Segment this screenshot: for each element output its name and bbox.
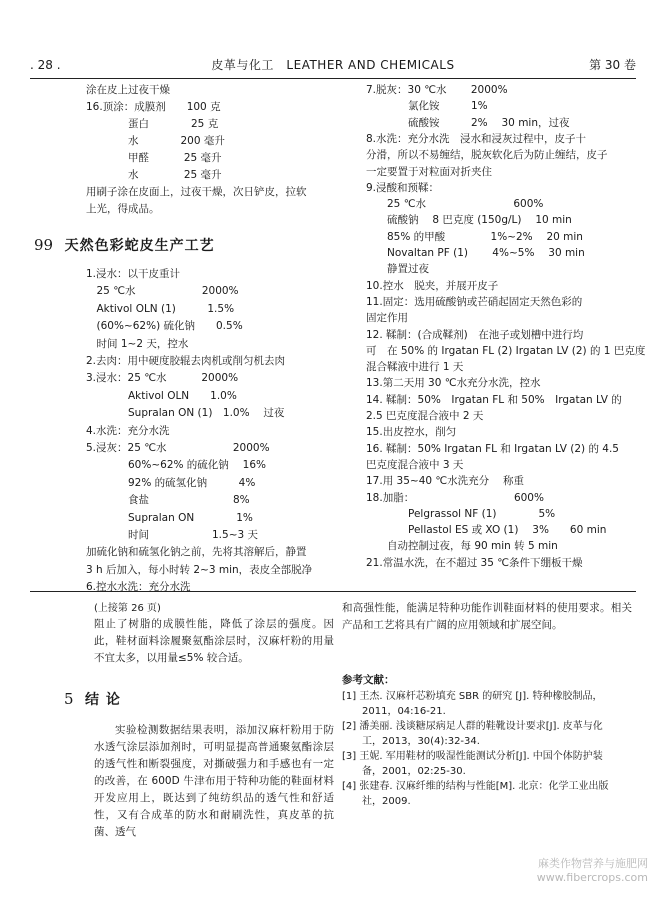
watermark-line-1: 麻类作物营养与施肥网: [538, 857, 648, 870]
text-line: 蛋白 25 克: [86, 118, 219, 130]
process-step-line: 加硫化钠和硫氢化钠之前，先将其溶解后，静置: [86, 546, 307, 559]
process-step-line: Pellastol ES 或 XO (1) 3% 60 min: [366, 524, 607, 537]
process-step-line: 25 ℃水 600%: [366, 198, 544, 211]
process-step-line: 11.固定：选用硫酸钠或芒硝起固定天然色彩的: [366, 295, 583, 308]
reference-line: [1] 王杰. 汉麻杆芯粉填充 SBR 的研究 [J]. 特种橡胶制品，: [342, 691, 603, 702]
section-number: 99: [34, 236, 54, 254]
header-rule: [30, 78, 636, 79]
process-step-line: 硫酸铵 2% 30 min，过夜: [366, 116, 570, 129]
process-step-line: 15.出皮控水，削匀: [366, 426, 457, 439]
process-step-line: Aktivol OLN (1) 1.5%: [86, 302, 235, 315]
process-step-line: 时间 1~2 天，控水: [86, 337, 189, 350]
process-step-line: 自动控制过夜，每 90 min 转 5 min: [366, 540, 558, 553]
section-5-heading: [64, 690, 121, 710]
process-step-line: 静置过夜: [366, 263, 429, 276]
process-step-line: 7.脱灰：30 ℃水 2000%: [366, 84, 508, 96]
continued-note: (上接第 26 页): [94, 603, 161, 614]
page-header: [30, 58, 636, 74]
process-step-line: 6.控水水洗：充分水洗: [86, 581, 191, 594]
process-step-line: 时间 1.5~3 天: [86, 529, 259, 541]
process-step-line: Aktivol OLN 1.0%: [86, 389, 237, 402]
text-line: 水 25 毫升: [86, 169, 222, 181]
resin-paragraph: 阻止了树脂的成膜性能，降低了涂层的强度。因此，鞋材面料涂履聚氨酯涂层时，汉麻杆粉的用量不宜太多，以用量≤5% 较合适。: [94, 618, 334, 664]
watermark-line-2: www.fibercrops.com: [536, 871, 648, 884]
process-step-line: 可 在 50% 的 Irgatan FL (2) Irgatan LV (2) 的 1 巴克度: [366, 344, 646, 357]
reference-line: 社，2009.: [342, 796, 411, 807]
process-step-line: 3.浸水：25 ℃水 2000%: [86, 372, 239, 385]
process-step-line: 4.水洗：充分水洗: [86, 424, 170, 437]
process-step-line: 5.浸灰：25 ℃水 2000%: [86, 442, 270, 454]
reference-line: 工，2013，30(4):32-34.: [342, 736, 480, 747]
process-step-line: 9.浸酸和预鞣：: [366, 181, 440, 194]
journal-title: 皮革与化工 LEATHER AND CHEMICALS: [211, 58, 455, 72]
conclusion-continued: 和高强性能，能满足特种功能作训鞋面材料的使用要求。相关产品和工艺将具有广阔的应用领域和扩展空间。: [342, 602, 632, 631]
process-step-line: 2.5 巴克度混合液中 2 天: [366, 410, 484, 422]
section-title: 结 论: [85, 692, 121, 708]
process-step-line: Novaltan PF (1) 4%~5% 30 min: [366, 247, 585, 259]
process-step-line: 85% 的甲酸 1%~2% 20 min: [366, 230, 583, 243]
text-line: 甲醛 25 毫升: [86, 152, 222, 164]
conclusion-paragraph: 实验检测数据结果表明，添加汉麻杆粉用于防水透气涂层添加剂时，可明显提高普通聚氨酯涂层的透气性和断裂强度，对撕破强力和手感也有一定的改善，在 600D 牛津布用于特种功能的鞋面材料开发应用上，既达到了纯纺织品的透气性和舒适性，又有合成革的防水和耐刷洗性，真皮革的抗菌、透气: [94, 724, 334, 838]
process-step-line: Supralan ON 1%: [86, 511, 253, 524]
process-step-line: 10.控水 脱夹，并展开皮子: [366, 279, 499, 292]
process-step-line: 12. 鞣制：(合成鞣剂) 在池子或划槽中进行均: [366, 328, 584, 341]
section-divider: [30, 591, 636, 592]
process-step-line: 硫酸钠 8 巴克度 (150g/L) 10 min: [366, 214, 572, 227]
process-step-line: 一定要置于对粒面对折夹住: [366, 165, 492, 178]
process-step-line: 1.浸水：以干皮重计: [86, 268, 181, 280]
process-step-line: 17.用 35~40 ℃水洗充分 称重: [366, 475, 525, 488]
process-step-line: 氯化铵 1%: [366, 100, 488, 113]
process-step-line: 14. 鞣制：50% Irgatan FL 和 50% Irgatan LV 的: [366, 393, 622, 406]
watermark: [537, 857, 648, 885]
section-title: 天然色彩蛇皮生产工艺: [64, 238, 215, 254]
text-line: 16.顶涂：成膜剂 100 克: [86, 101, 221, 113]
process-step-line: 92% 的硫氢化钠 4%: [86, 476, 256, 489]
process-step-line: 混合鞣液中进行 1 天: [366, 361, 464, 374]
reference-line: 2011，04:16-21.: [342, 706, 446, 717]
process-step-line: 固定作用: [366, 312, 408, 325]
volume-number: 第 30 卷: [589, 58, 636, 72]
process-step-line: 25 ℃水 2000%: [86, 285, 239, 298]
process-step-line: 分滑，所以不易缠结，脱灰软化后为防止缠结，皮子: [366, 149, 608, 162]
text-line: 水 200 毫升: [86, 135, 225, 147]
process-step-line: 21.常温水洗，在不超过 35 ℃条件下绷板干燥: [366, 556, 583, 569]
process-step-line: 巴克度混合液中 3 天: [366, 458, 464, 471]
process-step-line: 3 h 后加入，每小时转 2~3 min，表皮全部脱净: [86, 563, 313, 576]
process-step-line: 2.去肉：用中硬度胶辊去肉机或削匀机去肉: [86, 355, 286, 367]
section-number: 5: [64, 690, 74, 708]
process-step-line: Supralan ON (1) 1.0% 过夜: [86, 407, 285, 420]
references-title: 参考文献：: [342, 674, 395, 686]
process-step-line: (60%~62%) 硫化钠 0.5%: [86, 320, 243, 333]
process-step-line: 8.水洗：充分水洗 浸水和浸灰过程中，皮子十: [366, 132, 587, 145]
text-line: 上光，得成品。: [86, 203, 160, 215]
reference-line: [3] 王妮. 军用鞋材的吸湿性能测试分析[J]. 中国个体防护装: [342, 751, 603, 762]
process-step-line: Pelgrassol NF (1) 5%: [366, 507, 556, 520]
reference-line: [2] 潘美丽. 浅谈糖尿病足人群的鞋靴设计要求[J]. 皮革与化: [342, 721, 603, 732]
process-step-line: 13.第二天用 30 ℃水充分水洗，控水: [366, 377, 541, 390]
reference-line: 备，2001，02:25-30.: [342, 766, 466, 777]
reference-line: [4] 张建春. 汉麻纤维的结构与性能[M]. 北京：化学工业出版: [342, 781, 609, 792]
process-step-line: 16. 鞣制：50% Irgatan FL 和 Irgatan LV (2) 的 4.5: [366, 442, 619, 455]
page-number: . 28 .: [30, 58, 61, 72]
section-99-heading: [34, 236, 215, 256]
text-line: 涂在皮上过夜干燥: [86, 84, 170, 96]
text-line: 用刷子涂在皮面上，过夜干燥，次日铲皮，拉软: [86, 186, 307, 198]
process-step-line: 60%~62% 的硫化钠 16%: [86, 459, 266, 472]
process-step-line: 18.加脂： 600%: [366, 491, 544, 504]
process-step-line: 食盐 8%: [86, 494, 250, 507]
